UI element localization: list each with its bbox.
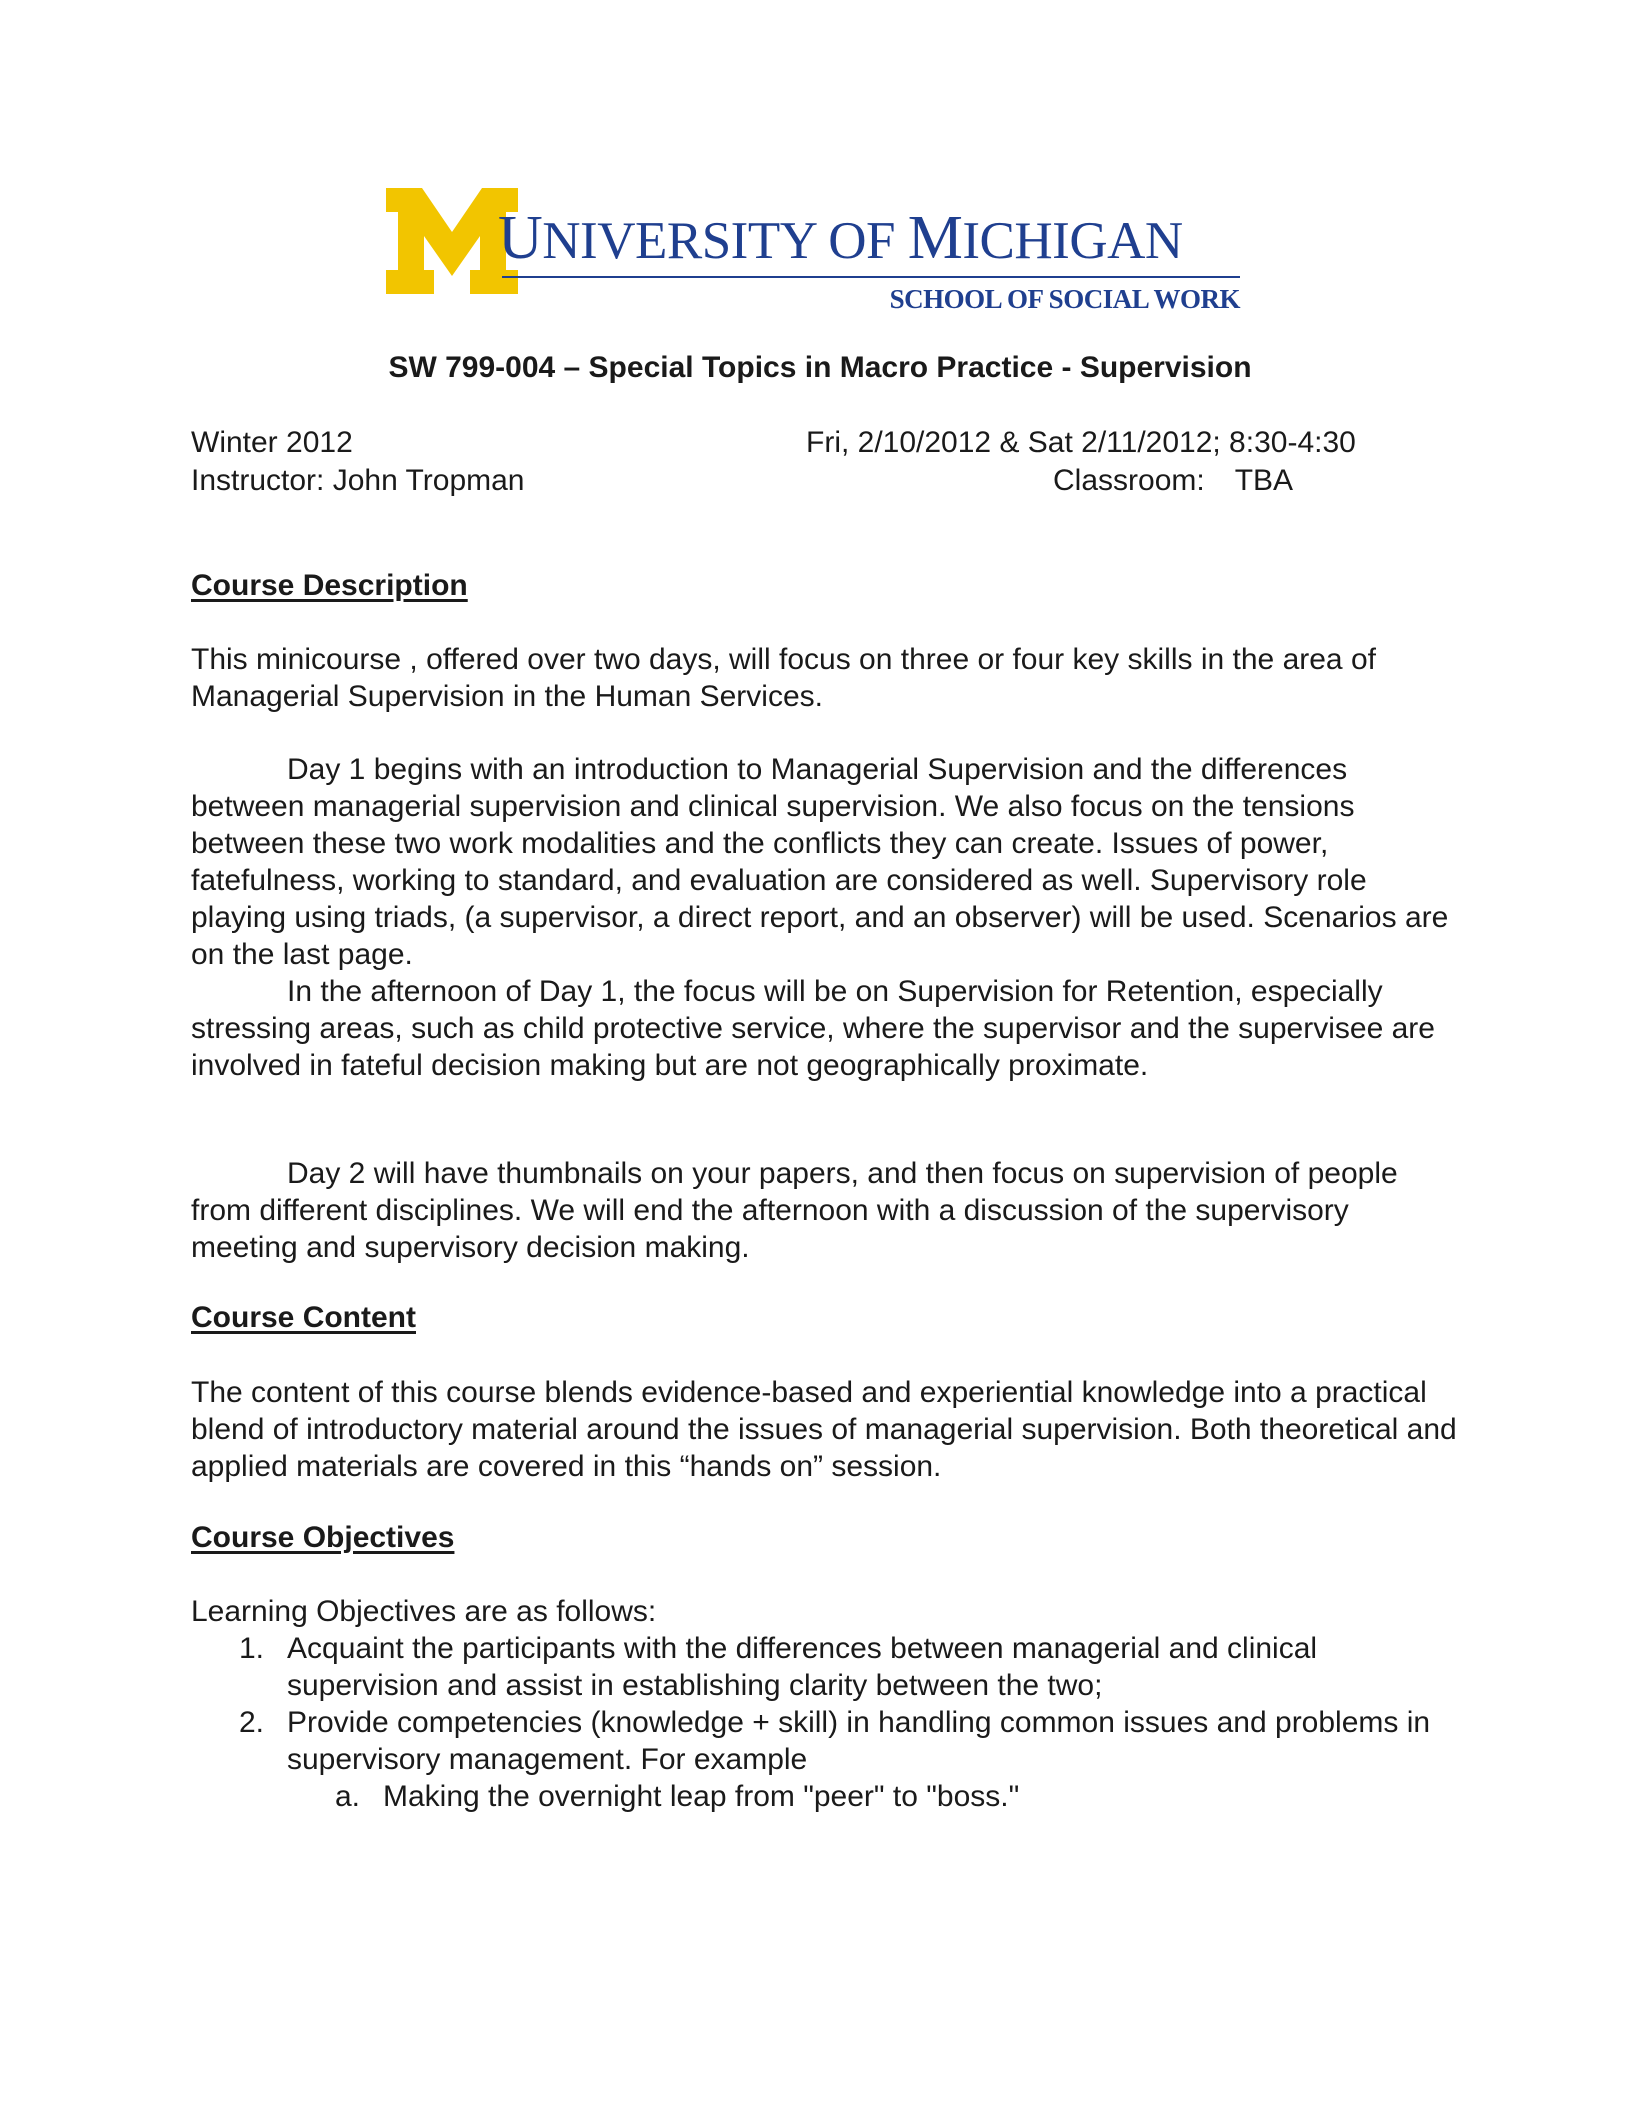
course-content-body [191, 1374, 1461, 1485]
course-description-heading: Course Description [191, 569, 468, 602]
course-objectives-list [191, 1593, 1461, 1815]
university-name-cap-2: M [907, 204, 963, 272]
course-description-day1 [191, 751, 1461, 1084]
course-instructor: Instructor: John Tropman [191, 464, 525, 497]
list-item-text: Provide competencies (knowledge + skill) in handling common issues and problems in supervisory management. For example [287, 1706, 1431, 1776]
logo-divider [502, 276, 1240, 278]
sub-list-item-text: Making the overnight leap from "peer" to "boss." [383, 1780, 1020, 1813]
classroom-value: TBA [1234, 464, 1294, 497]
course-term: Winter 2012 [191, 426, 353, 459]
list-item-number: 2. [239, 1706, 265, 1739]
course-description-intro [191, 641, 1461, 715]
course-objectives-heading: Course Objectives [191, 1521, 455, 1554]
course-classroom [1053, 462, 1293, 500]
list-item-text: Acquaint the participants with the differences between managerial and clinical supervision and assist in establishing clarity between the two; [287, 1632, 1318, 1702]
university-name [498, 204, 1183, 272]
school-name: SCHOOL OF SOCIAL WORK [889, 284, 1240, 314]
course-dates: Fri, 2/10/2012 & Sat 2/11/2012; 8:30-4:30 [806, 426, 1356, 459]
list-item [191, 1630, 1461, 1704]
course-description-day2 [191, 1155, 1461, 1266]
description-intro-text: This minicourse , offered over two days, will focus on three or four key skills in the area of Managerial Supervision in the Human Services. [191, 643, 1376, 713]
course-title: SW 799-004 – Special Topics in Macro Practice - Supervision [388, 351, 1252, 384]
list-item-number: 1. [239, 1632, 265, 1665]
classroom-label: Classroom: [1053, 464, 1205, 497]
list-item [191, 1704, 1461, 1778]
course-content-text: The content of this course blends evidence-based and experiential knowledge into a practical blend of introductory material around the issues of managerial supervision. Both theoretical and applied materials are covered in this “hands on” session. [191, 1376, 1457, 1483]
university-name-part-2: ICHIGAN [962, 212, 1183, 270]
objectives-intro: Learning Objectives are as follows: [191, 1595, 657, 1628]
description-day1-text: Day 1 begins with an introduction to Managerial Supervision and the differences between managerial supervision and clinical supervision. We also focus on the tensions between these two work modalities and the conflicts they can create. Issues of power, fatefulness, working to standard, and evaluation are considered as well. Supervisory role playing using triads, (a supervisor, a direct report, and an observer) will be used. Scenarios are on the last page. [191, 753, 1449, 971]
sub-list-item [191, 1778, 1461, 1815]
university-name-cap-1: U [498, 204, 543, 272]
course-content-heading: Course Content [191, 1301, 416, 1334]
description-day2-text: Day 2 will have thumbnails on your papers, and then focus on supervision of people from different disciplines. We will end the afternoon with a discussion of the supervisory meeting and supervisory decision making. [191, 1157, 1398, 1264]
sub-list-item-letter: a. [335, 1780, 361, 1813]
university-logo [386, 188, 1246, 318]
description-day1-afternoon-text: In the afternoon of Day 1, the focus will be on Supervision for Retention, especially stressing areas, such as child protective service, where the supervisor and the supervisee are involved in fateful decision making but are not geographically proximate. [191, 975, 1435, 1082]
university-name-part-1: NIVERSITY OF [542, 212, 908, 270]
